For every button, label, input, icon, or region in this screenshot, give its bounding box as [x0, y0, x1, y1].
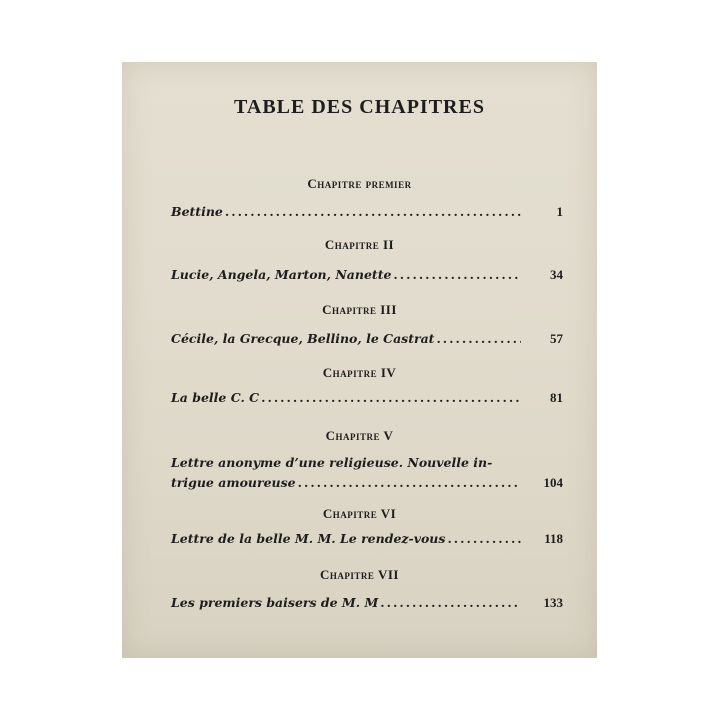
leader-dots: [225, 202, 521, 222]
entry-title: Bettine: [171, 204, 223, 219]
entry-title: Les premiers baisers de M. M: [171, 595, 379, 610]
entry-title-line1: Lettre anonyme d’une religieuse. Nouvelle in-: [171, 455, 493, 470]
page-number: 81: [550, 390, 563, 405]
chapter-heading: [122, 428, 597, 444]
page-number: 118: [544, 531, 563, 546]
page-number: 34: [550, 267, 563, 282]
toc-entry: [171, 453, 563, 493]
chapter-heading: [122, 237, 597, 253]
entry-title: trigue amoureuse: [171, 475, 296, 490]
toc-entry: [171, 529, 563, 549]
chapter-heading: [122, 365, 597, 381]
leader-dots: [393, 265, 521, 285]
leader-dots: [436, 329, 521, 349]
chapter-heading-label: Chapitre premier: [307, 176, 412, 191]
chapter-heading: [122, 176, 597, 192]
chapter-heading-label: Chapitre VII: [320, 567, 399, 582]
page-number: 1: [556, 204, 563, 219]
chapter-heading: [122, 302, 597, 318]
toc-entry: [171, 265, 563, 285]
toc-entry: [171, 388, 563, 408]
toc-entry: [171, 593, 563, 613]
leader-dots: [380, 593, 521, 613]
page-number: 104: [543, 475, 563, 490]
page-title: TABLE DES CHAPITRES: [234, 96, 485, 118]
book-page: [122, 62, 597, 658]
entry-title: Lettre de la belle M. M. Le rendez-vous: [171, 531, 446, 546]
leader-dots: [447, 529, 521, 549]
page-number: 57: [550, 331, 563, 346]
chapter-heading-label: Chapitre VI: [322, 506, 397, 521]
page-number: 133: [543, 595, 563, 610]
chapter-heading: [122, 567, 597, 583]
chapter-heading-label: Chapitre II: [324, 237, 395, 252]
entry-title: Cécile, la Grecque, Bellino, le Castrat: [171, 331, 435, 346]
leader-dots: [298, 473, 521, 493]
chapter-heading: [122, 506, 597, 522]
chapter-heading-label: Chapitre IV: [322, 365, 397, 380]
entry-title: La belle C. C: [171, 390, 260, 405]
toc-entry: [171, 202, 563, 222]
leader-dots: [261, 388, 521, 408]
chapter-heading-label: Chapitre III: [322, 302, 397, 317]
entry-title: Lucie, Angela, Marton, Nanette: [171, 267, 392, 282]
chapter-heading-label: Chapitre V: [325, 428, 394, 443]
toc-entry: [171, 329, 563, 349]
